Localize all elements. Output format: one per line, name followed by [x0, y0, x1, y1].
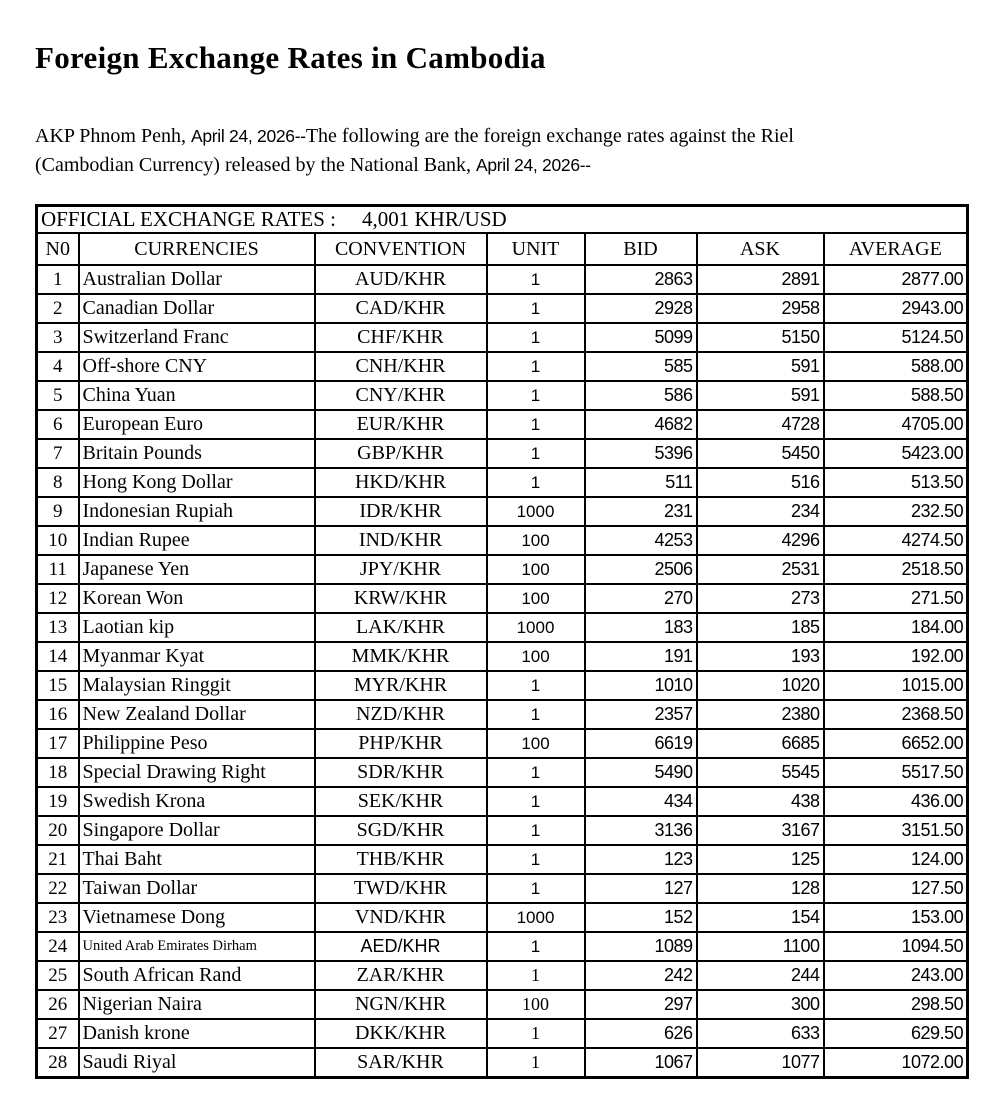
- unit-value: 1: [487, 874, 585, 903]
- table-row: [37, 642, 968, 671]
- official-rates-label: OFFICIAL EXCHANGE RATES :: [41, 207, 336, 231]
- currency-name: Korean Won: [79, 584, 315, 613]
- bid-value: 6619: [585, 729, 697, 758]
- intro-paragraph: [35, 122, 965, 180]
- ask-value: 1100: [697, 932, 824, 961]
- ask-value: 5450: [697, 439, 824, 468]
- unit-value: 1: [487, 381, 585, 410]
- currency-name: Taiwan Dollar: [79, 874, 315, 903]
- bid-value: 586: [585, 381, 697, 410]
- exchange-rates-table: [35, 204, 969, 1079]
- average-value: 1015.00: [824, 671, 968, 700]
- unit-value: 1: [487, 265, 585, 294]
- intro-segment-2: The following are the foreign exchange rates against the Riel: [305, 125, 794, 147]
- currency-name: Malaysian Ringgit: [79, 671, 315, 700]
- currency-name: Indian Rupee: [79, 526, 315, 555]
- convention-code: EUR/KHR: [315, 410, 487, 439]
- ask-value: 3167: [697, 816, 824, 845]
- row-number: 14: [37, 642, 79, 671]
- bid-value: 5490: [585, 758, 697, 787]
- ask-value: 2380: [697, 700, 824, 729]
- convention-code: AED/KHR: [315, 932, 487, 961]
- row-number: 21: [37, 845, 79, 874]
- ask-value: 273: [697, 584, 824, 613]
- currency-name: South African Rand: [79, 961, 315, 990]
- unit-value: 100: [487, 990, 585, 1019]
- unit-value: 1: [487, 1048, 585, 1078]
- currency-name: Philippine Peso: [79, 729, 315, 758]
- average-value: 629.50: [824, 1019, 968, 1048]
- bid-value: 3136: [585, 816, 697, 845]
- convention-code: TWD/KHR: [315, 874, 487, 903]
- currency-name: Hong Kong Dollar: [79, 468, 315, 497]
- convention-code: PHP/KHR: [315, 729, 487, 758]
- table-row: [37, 294, 968, 323]
- convention-code: CHF/KHR: [315, 323, 487, 352]
- ask-value: 516: [697, 468, 824, 497]
- row-number: 20: [37, 816, 79, 845]
- ask-value: 633: [697, 1019, 824, 1048]
- usd-rate-value: 4,001 KHR/USD: [361, 207, 507, 231]
- unit-value: 100: [487, 584, 585, 613]
- average-value: 4705.00: [824, 410, 968, 439]
- average-value: 588.50: [824, 381, 968, 410]
- row-number: 7: [37, 439, 79, 468]
- convention-code: THB/KHR: [315, 845, 487, 874]
- table-row: [37, 323, 968, 352]
- unit-value: 100: [487, 729, 585, 758]
- average-value: 4274.50: [824, 526, 968, 555]
- currency-name: New Zealand Dollar: [79, 700, 315, 729]
- average-value: 298.50: [824, 990, 968, 1019]
- convention-code: JPY/KHR: [315, 555, 487, 584]
- average-value: 5517.50: [824, 758, 968, 787]
- col-header-ask: ASK: [697, 233, 824, 265]
- average-value: 243.00: [824, 961, 968, 990]
- currency-name: Britain Pounds: [79, 439, 315, 468]
- row-number: 15: [37, 671, 79, 700]
- average-value: 2877.00: [824, 265, 968, 294]
- ask-value: 300: [697, 990, 824, 1019]
- row-number: 6: [37, 410, 79, 439]
- table-row: [37, 729, 968, 758]
- bid-value: 511: [585, 468, 697, 497]
- unit-value: 100: [487, 555, 585, 584]
- unit-value: 1: [487, 1019, 585, 1048]
- table-row: [37, 497, 968, 526]
- average-value: 271.50: [824, 584, 968, 613]
- table-row: [37, 700, 968, 729]
- ask-value: 4728: [697, 410, 824, 439]
- column-header-row: [37, 233, 968, 265]
- intro-date-2: April 24, 2026--: [475, 155, 591, 175]
- row-number: 12: [37, 584, 79, 613]
- convention-code: NZD/KHR: [315, 700, 487, 729]
- row-number: 24: [37, 932, 79, 961]
- convention-code: IDR/KHR: [315, 497, 487, 526]
- convention-code: CNY/KHR: [315, 381, 487, 410]
- currency-name: Singapore Dollar: [79, 816, 315, 845]
- table-row: [37, 874, 968, 903]
- convention-code: SAR/KHR: [315, 1048, 487, 1078]
- unit-value: 1: [487, 410, 585, 439]
- unit-value: 1000: [487, 497, 585, 526]
- table-row: [37, 990, 968, 1019]
- table-row: [37, 932, 968, 961]
- table-row: [37, 961, 968, 990]
- bid-value: 123: [585, 845, 697, 874]
- intro-segment-1: AKP Phnom Penh,: [35, 125, 191, 147]
- bid-value: 191: [585, 642, 697, 671]
- row-number: 26: [37, 990, 79, 1019]
- convention-code: ZAR/KHR: [315, 961, 487, 990]
- unit-value: 1: [487, 758, 585, 787]
- average-value: 1072.00: [824, 1048, 968, 1078]
- currency-name: Switzerland Franc: [79, 323, 315, 352]
- bid-value: 231: [585, 497, 697, 526]
- bid-value: 585: [585, 352, 697, 381]
- bid-value: 152: [585, 903, 697, 932]
- official-rates-row: [37, 206, 968, 234]
- table-row: [37, 671, 968, 700]
- convention-code: SDR/KHR: [315, 758, 487, 787]
- row-number: 18: [37, 758, 79, 787]
- convention-code: CAD/KHR: [315, 294, 487, 323]
- row-number: 1: [37, 265, 79, 294]
- row-number: 10: [37, 526, 79, 555]
- bid-value: 4253: [585, 526, 697, 555]
- bid-value: 1089: [585, 932, 697, 961]
- convention-code: DKK/KHR: [315, 1019, 487, 1048]
- ask-value: 6685: [697, 729, 824, 758]
- currency-name: Myanmar Kyat: [79, 642, 315, 671]
- average-value: 232.50: [824, 497, 968, 526]
- average-value: 127.50: [824, 874, 968, 903]
- row-number: 2: [37, 294, 79, 323]
- average-value: 5124.50: [824, 323, 968, 352]
- ask-value: 5545: [697, 758, 824, 787]
- row-number: 9: [37, 497, 79, 526]
- convention-code: MYR/KHR: [315, 671, 487, 700]
- ask-value: 591: [697, 352, 824, 381]
- ask-value: 5150: [697, 323, 824, 352]
- bid-value: 2357: [585, 700, 697, 729]
- ask-value: 1077: [697, 1048, 824, 1078]
- official-rates-header: [37, 206, 968, 234]
- convention-code: MMK/KHR: [315, 642, 487, 671]
- unit-value: 1: [487, 845, 585, 874]
- bid-value: 127: [585, 874, 697, 903]
- unit-value: 1000: [487, 613, 585, 642]
- table-row: [37, 903, 968, 932]
- col-header-average: AVERAGE: [824, 233, 968, 265]
- table-row: [37, 787, 968, 816]
- table-row: [37, 613, 968, 642]
- bid-value: 297: [585, 990, 697, 1019]
- currency-name: China Yuan: [79, 381, 315, 410]
- rates-table-body: [37, 265, 968, 1078]
- unit-value: 1: [487, 787, 585, 816]
- convention-code: SGD/KHR: [315, 816, 487, 845]
- bid-value: 434: [585, 787, 697, 816]
- bid-value: 242: [585, 961, 697, 990]
- currency-name: European Euro: [79, 410, 315, 439]
- table-row: [37, 265, 968, 294]
- ask-value: 4296: [697, 526, 824, 555]
- bid-value: 626: [585, 1019, 697, 1048]
- row-number: 3: [37, 323, 79, 352]
- average-value: 184.00: [824, 613, 968, 642]
- average-value: 3151.50: [824, 816, 968, 845]
- intro-date-1: April 24, 2026--: [190, 126, 306, 146]
- average-value: 192.00: [824, 642, 968, 671]
- currency-name: Japanese Yen: [79, 555, 315, 584]
- currency-name: Canadian Dollar: [79, 294, 315, 323]
- ask-value: 1020: [697, 671, 824, 700]
- currency-name: Swedish Krona: [79, 787, 315, 816]
- average-value: 588.00: [824, 352, 968, 381]
- bid-value: 5396: [585, 439, 697, 468]
- row-number: 25: [37, 961, 79, 990]
- unit-value: 1: [487, 700, 585, 729]
- ask-value: 193: [697, 642, 824, 671]
- average-value: 2943.00: [824, 294, 968, 323]
- currency-name: Special Drawing Right: [79, 758, 315, 787]
- unit-value: 100: [487, 642, 585, 671]
- row-number: 23: [37, 903, 79, 932]
- table-row: [37, 468, 968, 497]
- unit-value: 1: [487, 932, 585, 961]
- col-header-currencies: CURRENCIES: [79, 233, 315, 265]
- convention-code: GBP/KHR: [315, 439, 487, 468]
- unit-value: 1: [487, 671, 585, 700]
- table-row: [37, 584, 968, 613]
- currency-name: Laotian kip: [79, 613, 315, 642]
- convention-code: NGN/KHR: [315, 990, 487, 1019]
- unit-value: 1: [487, 294, 585, 323]
- intro-segment-3: (Cambodian Currency) released by the National Bank,: [35, 154, 476, 176]
- bid-value: 183: [585, 613, 697, 642]
- average-value: 6652.00: [824, 729, 968, 758]
- col-header-unit: UNIT: [487, 233, 585, 265]
- unit-value: 1: [487, 468, 585, 497]
- row-number: 4: [37, 352, 79, 381]
- bid-value: 2863: [585, 265, 697, 294]
- unit-value: 1: [487, 961, 585, 990]
- currency-name: United Arab Emirates Dirham: [79, 932, 315, 961]
- average-value: 153.00: [824, 903, 968, 932]
- row-number: 16: [37, 700, 79, 729]
- currency-name: Saudi Riyal: [79, 1048, 315, 1078]
- currency-name: Thai Baht: [79, 845, 315, 874]
- table-row: [37, 758, 968, 787]
- page-title: Foreign Exchange Rates in Cambodia: [35, 40, 546, 75]
- average-value: 2518.50: [824, 555, 968, 584]
- table-row: [37, 1019, 968, 1048]
- row-number: 11: [37, 555, 79, 584]
- table-row: [37, 816, 968, 845]
- average-value: 436.00: [824, 787, 968, 816]
- ask-value: 2958: [697, 294, 824, 323]
- convention-code: HKD/KHR: [315, 468, 487, 497]
- convention-code: VND/KHR: [315, 903, 487, 932]
- ask-value: 128: [697, 874, 824, 903]
- row-number: 28: [37, 1048, 79, 1078]
- table-row: [37, 381, 968, 410]
- row-number: 19: [37, 787, 79, 816]
- ask-value: 2531: [697, 555, 824, 584]
- average-value: 513.50: [824, 468, 968, 497]
- currency-name: Australian Dollar: [79, 265, 315, 294]
- table-row: [37, 526, 968, 555]
- average-value: 124.00: [824, 845, 968, 874]
- row-number: 27: [37, 1019, 79, 1048]
- unit-value: 1: [487, 323, 585, 352]
- average-value: 5423.00: [824, 439, 968, 468]
- ask-value: 438: [697, 787, 824, 816]
- currency-name: Indonesian Rupiah: [79, 497, 315, 526]
- unit-value: 1000: [487, 903, 585, 932]
- ask-value: 125: [697, 845, 824, 874]
- ask-value: 244: [697, 961, 824, 990]
- bid-value: 2506: [585, 555, 697, 584]
- bid-value: 1010: [585, 671, 697, 700]
- currency-name: Nigerian Naira: [79, 990, 315, 1019]
- ask-value: 234: [697, 497, 824, 526]
- bid-value: 5099: [585, 323, 697, 352]
- col-header-no: N0: [37, 233, 79, 265]
- row-number: 17: [37, 729, 79, 758]
- row-number: 5: [37, 381, 79, 410]
- table-row: [37, 555, 968, 584]
- average-value: 1094.50: [824, 932, 968, 961]
- convention-code: CNH/KHR: [315, 352, 487, 381]
- col-header-convention: CONVENTION: [315, 233, 487, 265]
- table-row: [37, 1048, 968, 1078]
- bid-value: 1067: [585, 1048, 697, 1078]
- row-number: 13: [37, 613, 79, 642]
- convention-code: KRW/KHR: [315, 584, 487, 613]
- convention-code: AUD/KHR: [315, 265, 487, 294]
- table-row: [37, 439, 968, 468]
- convention-code: SEK/KHR: [315, 787, 487, 816]
- currency-name: Danish krone: [79, 1019, 315, 1048]
- ask-value: 185: [697, 613, 824, 642]
- bid-value: 4682: [585, 410, 697, 439]
- average-value: 2368.50: [824, 700, 968, 729]
- convention-code: IND/KHR: [315, 526, 487, 555]
- col-header-bid: BID: [585, 233, 697, 265]
- ask-value: 2891: [697, 265, 824, 294]
- bid-value: 2928: [585, 294, 697, 323]
- unit-value: 1: [487, 439, 585, 468]
- bid-value: 270: [585, 584, 697, 613]
- ask-value: 591: [697, 381, 824, 410]
- currency-name: Vietnamese Dong: [79, 903, 315, 932]
- row-number: 22: [37, 874, 79, 903]
- table-row: [37, 845, 968, 874]
- unit-value: 100: [487, 526, 585, 555]
- currency-name: Off-shore CNY: [79, 352, 315, 381]
- table-row: [37, 352, 968, 381]
- unit-value: 1: [487, 352, 585, 381]
- convention-code: LAK/KHR: [315, 613, 487, 642]
- unit-value: 1: [487, 816, 585, 845]
- row-number: 8: [37, 468, 79, 497]
- table-row: [37, 410, 968, 439]
- ask-value: 154: [697, 903, 824, 932]
